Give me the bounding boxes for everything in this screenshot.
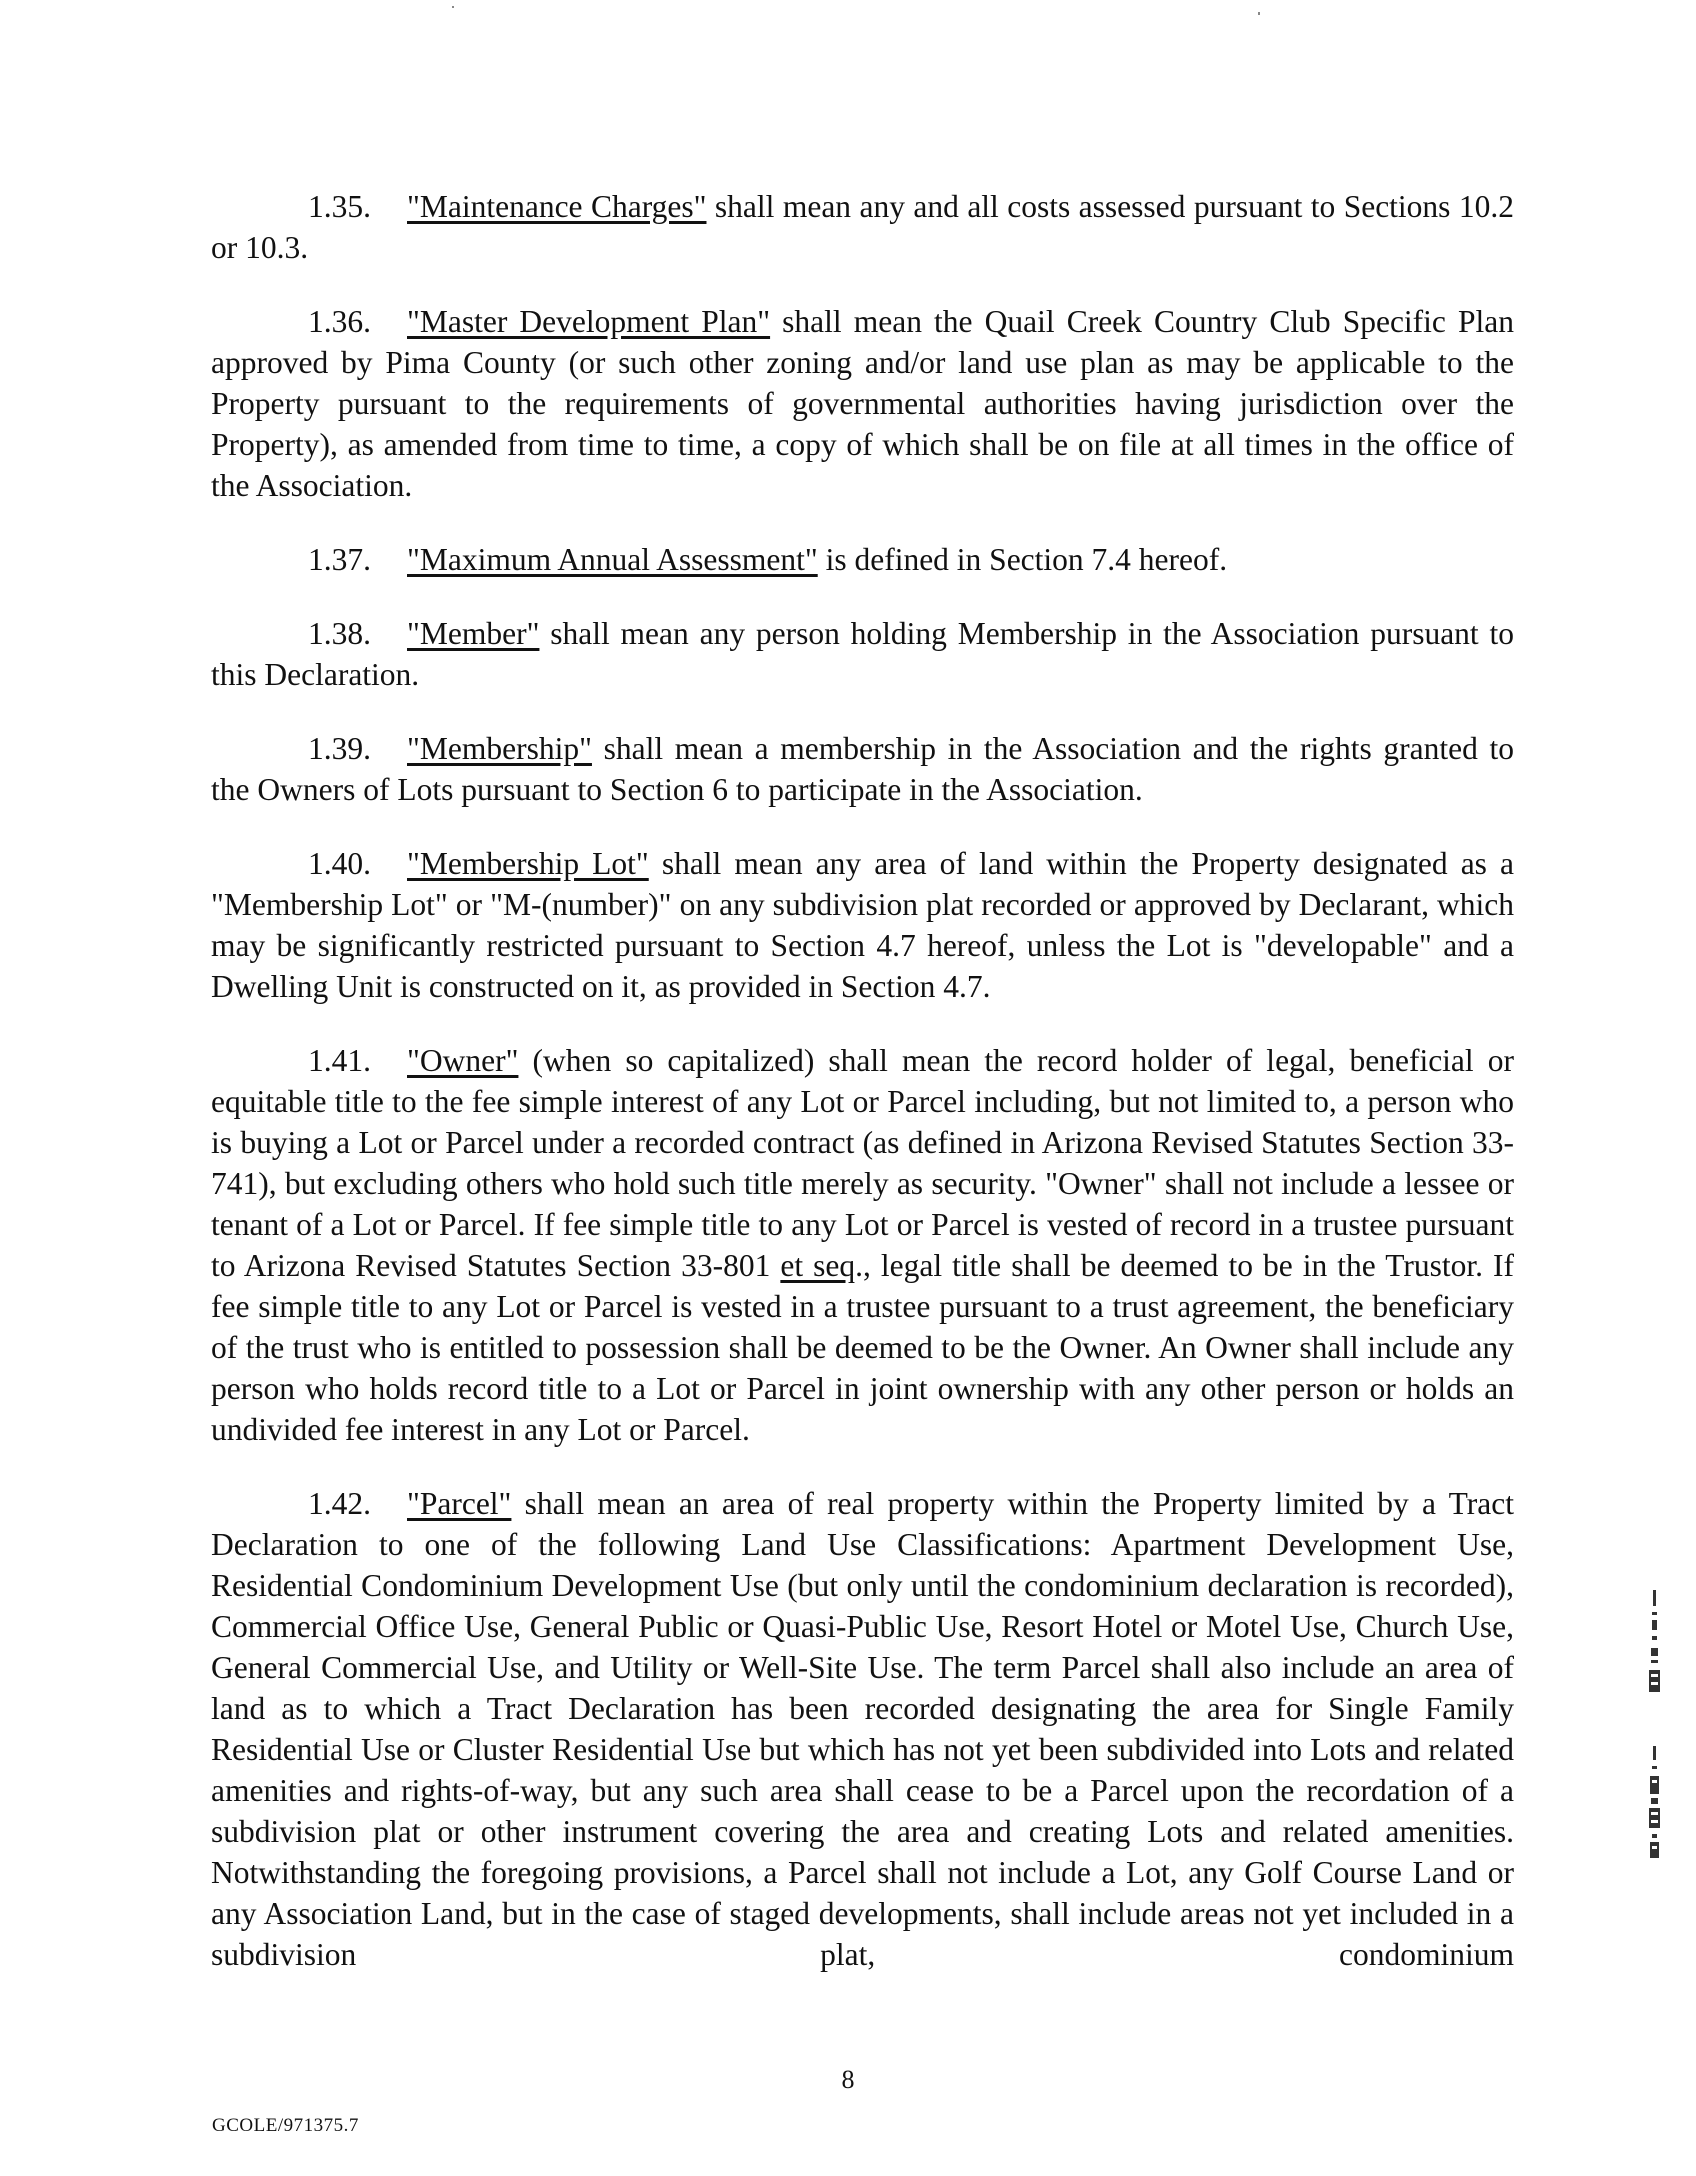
recording-stamp-mark bbox=[1640, 1590, 1670, 1930]
paragraph-text: shall mean any person holding Membership in the Association pursuant to this Declaration. bbox=[211, 616, 1514, 692]
section-number: 1.40. bbox=[308, 846, 371, 881]
paragraph-1-40 bbox=[211, 843, 1514, 1007]
section-number: 1.39. bbox=[308, 731, 371, 766]
paragraph-text: shall mean an area of real property within the Property limited by a Tract Declaration to one of the following Land Use Classifications: Apartment Development Use, Residential Condominium Development Use (but only until the condominium declaration is recorded), Commercial Office Use, General Public or Quasi-Public Use, Resort Hotel or Motel Use, Church Use, General Commercial Use, and Utility or Well-Site Use. The term Parcel shall also include an area of land as to which a Tract Declaration has been recorded designating the area for Single Family Residential Use or Cluster Residential Use but which has not yet been subdivided into Lots and related amenities and rights-of-way, but any such area shall cease to be a Parcel upon the recordation of a subdivision plat or other instrument covering the area and creating Lots and related amenities. Notwithstanding the foregoing provisions, a Parcel shall not include a Lot, any Golf Course Land or any Association Land, but in the case of staged developments, shall include areas not yet included in a subdivision plat, condominium bbox=[211, 1486, 1514, 1972]
scan-speck bbox=[1258, 12, 1260, 15]
paragraph-1-36 bbox=[211, 301, 1514, 506]
section-number: 1.37. bbox=[308, 542, 371, 577]
paragraph-text: ., legal title shall be deemed to be in the Trustor. If fee simple title to any Lot or Parcel is vested in a trustee pursuant to a trust agreement, the beneficiary of the trust who is entitled to possession shall be deemed to be the Owner. An Owner shall include any person who holds record title to a Lot or Parcel in joint ownership with any other person or holds an undivided fee interest in any Lot or Parcel. bbox=[211, 1248, 1515, 1447]
section-number: 1.38. bbox=[308, 616, 371, 651]
paragraph-text: (when so capitalized) shall mean the record holder of legal, beneficial or equitable title to the fee simple interest of any Lot or Parcel including, but not limited to, a person who is buying a Lot or Parcel under a recorded contract (as defined in Arizona Revised Statutes Section 33-741), but excluding others who hold such title merely as security. "Owner" shall not include a lessee or tenant of a Lot or Parcel. If fee simple title to any Lot or Parcel is vested of record in a trustee pursuant to Arizona Revised Statutes Section 33-801 bbox=[211, 1043, 1514, 1283]
paragraph-1-35 bbox=[211, 186, 1514, 268]
section-number: 1.36. bbox=[308, 304, 371, 339]
section-number: 1.42. bbox=[308, 1486, 371, 1521]
paragraph-text: shall mean any and all costs assessed pursuant to Sections 10.2 or 10.3. bbox=[211, 189, 1515, 265]
defined-term: "Maintenance Charges" bbox=[407, 189, 707, 224]
defined-term: "Master Development Plan" bbox=[407, 304, 771, 339]
defined-term: "Member" bbox=[407, 616, 540, 651]
document-body bbox=[211, 186, 1514, 2008]
paragraph-1-38 bbox=[211, 613, 1514, 695]
defined-term: "Maximum Annual Assessment" bbox=[407, 542, 818, 577]
underlined-reference: et seq bbox=[780, 1248, 856, 1283]
paragraph-1-37 bbox=[211, 539, 1514, 580]
document-id: GCOLE/971375.7 bbox=[212, 2115, 359, 2136]
defined-term: "Membership Lot" bbox=[407, 846, 649, 881]
page-number: 8 bbox=[841, 2065, 855, 2094]
paragraph-1-41 bbox=[211, 1040, 1514, 1450]
defined-term: "Owner" bbox=[407, 1043, 519, 1078]
paragraph-text: is defined in Section 7.4 hereof. bbox=[817, 542, 1228, 577]
paragraph-text: shall mean the Quail Creek Country Club Specific Plan approved by Pima County (or such other zoning and/or land use plan as may be applicable to the Property pursuant to the requirements of governmental authorities having jurisdiction over the Property), as amended from time to time, a copy of which shall be on file at all times in the office of the Association. bbox=[211, 304, 1515, 503]
defined-term: "Parcel" bbox=[407, 1486, 512, 1521]
section-number: 1.41. bbox=[308, 1043, 371, 1078]
section-number: 1.35. bbox=[308, 189, 371, 224]
defined-term: "Membership" bbox=[407, 731, 592, 766]
paragraph-text: shall mean any area of land within the Property designated as a "Membership Lot" or "M-(number)" on any subdivision plat recorded or approved by Declarant, which may be significantly restricted pursuant to Section 4.7 hereof, unless the Lot is "developable" and a Dwelling Unit is constructed on it, as provided in Section 4.7. bbox=[211, 846, 1514, 1004]
paragraph-1-42 bbox=[211, 1483, 1514, 1975]
paragraph-text: shall mean a membership in the Association and the rights granted to the Owners of Lots pursuant to Section 6 to participate in the Association. bbox=[211, 731, 1514, 807]
scan-speck bbox=[452, 6, 454, 8]
paragraph-1-39 bbox=[211, 728, 1514, 810]
